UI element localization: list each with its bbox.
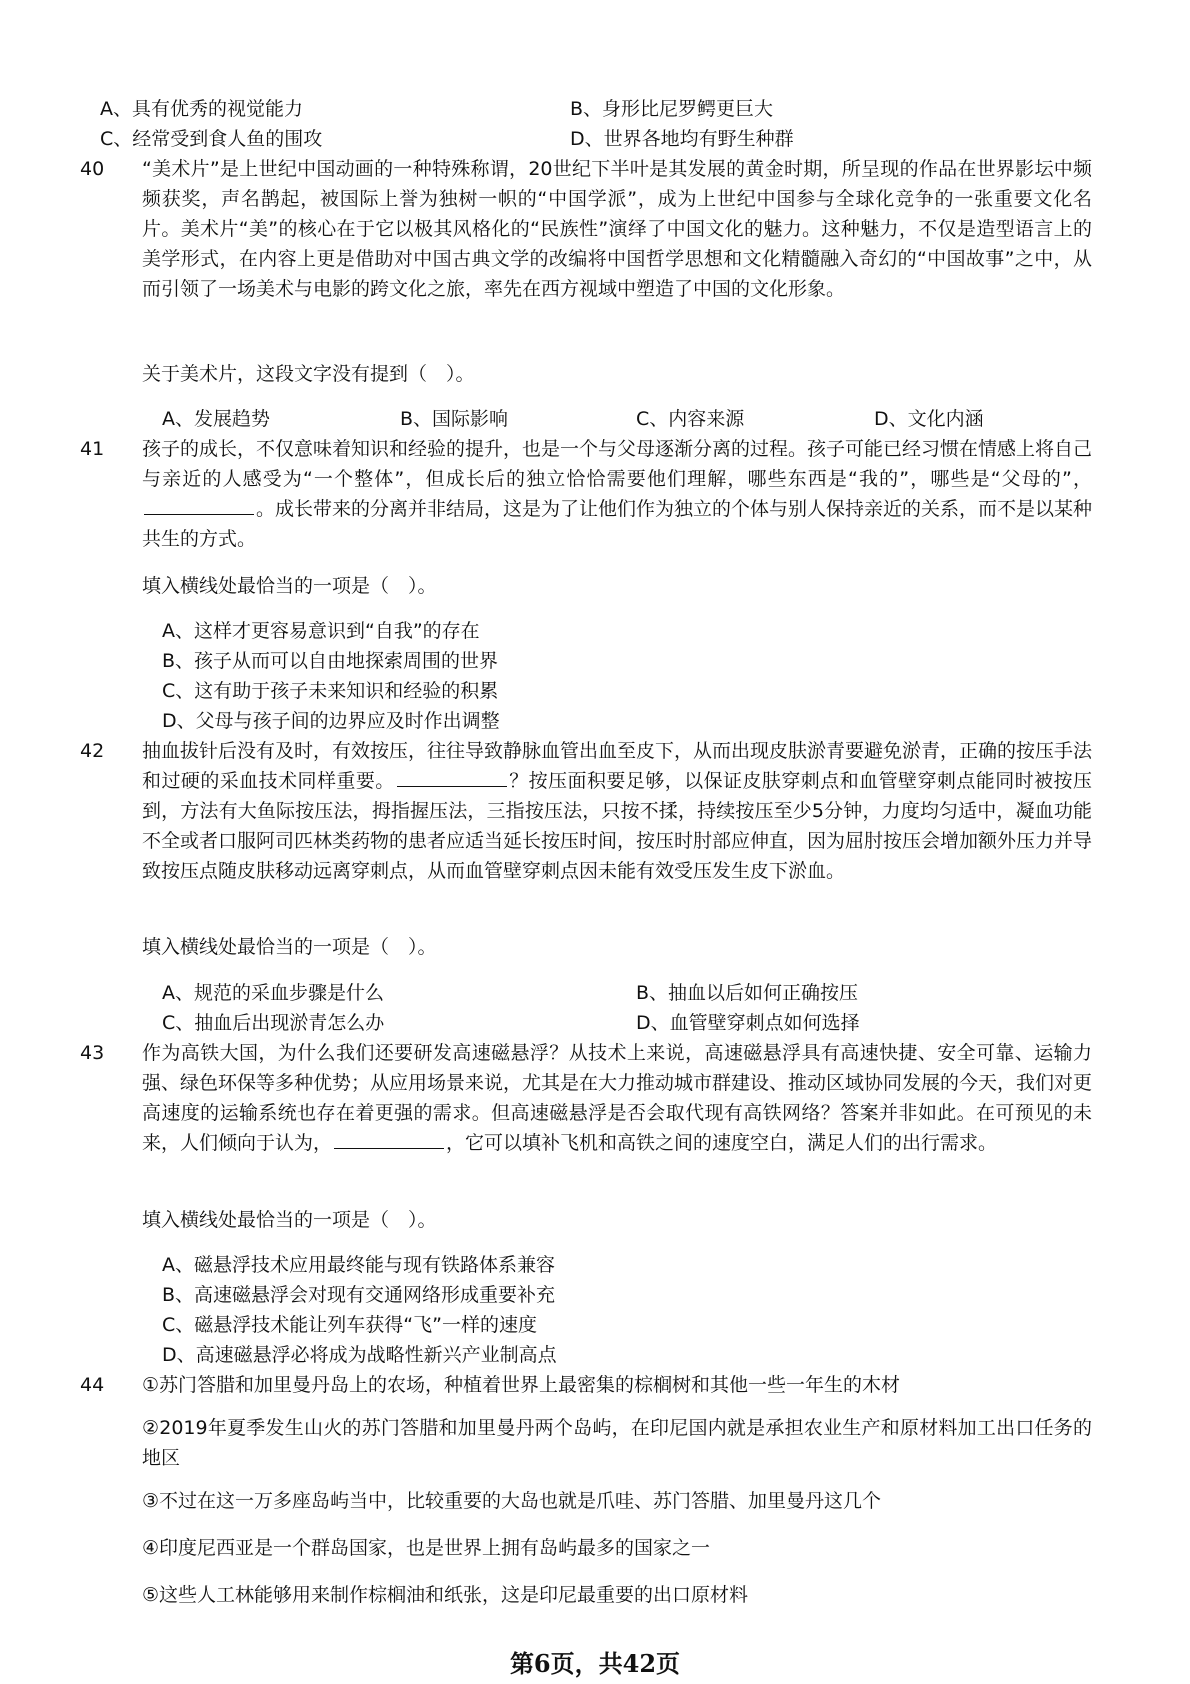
question-number: 40 — [80, 158, 105, 180]
q43-option-a: A、磁悬浮技术应用最终能与现有铁路体系兼容 — [162, 1254, 555, 1276]
q42-stem: 填入横线处最恰当的一项是（ ）。 — [142, 936, 437, 958]
q42-passage-before: 抽血拔针后没有及时，有效按压，往往导致静脉血管出血至皮下，从而出现皮肤淤青要避免淤青，正确的按压手法和过硬的采血技术同样重要。 — [142, 740, 1093, 792]
question-number: 42 — [80, 740, 105, 762]
q41-option-a: A、这样才更容易意识到“自我”的存在 — [162, 620, 480, 642]
q44-item-4: ④印度尼西亚是一个群岛国家，也是世界上拥有岛屿最多的国家之一 — [142, 1537, 711, 1559]
q39-option-b: B、身形比尼罗鳄更巨大 — [570, 98, 774, 120]
question-number: 44 — [80, 1374, 105, 1396]
q40-passage: “美术片”是上世纪中国动画的一种特殊称谓，20世纪下半叶是其发展的黄金时期，所呈现的作品在世界影坛中频频获奖，声名鹊起，被国际上誉为独树一帜的“中国学派”，成为上世纪中国参与全球化竞争的一张重要文化名片。美术片“美”的核心在于它以极其风格化的“民族性”演绎了中国文化的魅力。这种魅力，不仅是造型语言上的美学形式，在内容上更是借助对中国古典文学的改编将中国哲学思想和文化精髓融入奇幻的“中国故事”之中，从而引领了一场美术与电影的跨文化之旅，率先在西方视域中塑造了中国的文化形象。 — [142, 158, 1092, 300]
answer-blank — [334, 1130, 444, 1149]
q41-passage-before: 孩子的成长，不仅意味着知识和经验的提升，也是一个与父母逐渐分离的过程。孩子可能已经习惯在情感上将自己与亲近的人感受为“一个整体”，但成长后的独立恰恰需要他们理解，哪些东西是“我的”，哪些是“父母的”， — [142, 438, 1093, 490]
q43-passage — [142, 1038, 1092, 1158]
q39-option-a: A、具有优秀的视觉能力 — [100, 98, 303, 120]
q42-passage-after: ？按压面积要足够，以保证皮肤穿刺点和血管壁穿刺点能同时被按压到，方法有大鱼际按压法，拇指握压法，三指按压法，只按不揉，持续按压至少5分钟，力度均匀适中，凝血功能不全或者口服阿司匹林类药物的患者应适当延长按压时间，按压时肘部应伸直，因为屈肘按压会增加额外压力并导致按压点随皮肤移动远离穿刺点，从而血管壁穿刺点因未能有效受压发生皮下淤血。 — [142, 770, 1093, 882]
q42-option-d: D、血管壁穿刺点如何选择 — [636, 1012, 860, 1034]
q41-passage-after: 。成长带来的分离并非结局，这是为了让他们作为独立的个体与别人保持亲近的关系，而不是以某种共生的方式。 — [142, 498, 1093, 550]
q44-item-5: ⑤这些人工林能够用来制作棕榈油和纸张，这是印尼最重要的出口原材料 — [142, 1584, 749, 1606]
q41-option-c: C、这有助于孩子未来知识和经验的积累 — [162, 680, 499, 702]
q41-option-d: D、父母与孩子间的边界应及时作出调整 — [162, 710, 500, 732]
q42-option-c: C、抽血后出现淤青怎么办 — [162, 1012, 385, 1034]
q41-stem: 填入横线处最恰当的一项是（ ）。 — [142, 575, 437, 597]
answer-blank — [144, 496, 254, 515]
q43-passage-before: 作为高铁大国，为什么我们还要研发高速磁悬浮？从技术上来说，高速磁悬浮具有高速快捷、安全可靠、运输力强、绿色环保等多种优势；从应用场景来说，尤其是在大力推动城市群建设、推动区域协同发展的今天，我们对更高速度的运输系统也存在着更强的需求。但高速磁悬浮是否会取代现有高铁网络？答案并非如此。在可预见的未来，人们倾向于认为， — [142, 1042, 1093, 1154]
q40-option-a: A、发展趋势 — [162, 408, 270, 430]
q41-option-b: B、孩子从而可以自由地探索周围的世界 — [162, 650, 499, 672]
q44-item-1: ①苏门答腊和加里曼丹岛上的农场，种植着世界上最密集的棕榈树和其他一些一年生的木材 — [142, 1374, 901, 1396]
q42-option-a: A、规范的采血步骤是什么 — [162, 982, 384, 1004]
q43-passage-after: ，它可以填补飞机和高铁之间的速度空白，满足人们的出行需求。 — [446, 1132, 998, 1154]
q43-stem: 填入横线处最恰当的一项是（ ）。 — [142, 1209, 437, 1231]
q39-option-d: D、世界各地均有野生种群 — [570, 128, 794, 150]
question-number: 41 — [80, 438, 105, 460]
q43-option-b: B、高速磁悬浮会对现有交通网络形成重要补充 — [162, 1284, 556, 1306]
q43-option-d: D、高速磁悬浮必将成为战略性新兴产业制高点 — [162, 1344, 557, 1366]
q42-option-b: B、抽血以后如何正确按压 — [636, 982, 859, 1004]
q41-passage — [142, 434, 1092, 554]
q44-item-2: ②2019年夏季发生山火的苏门答腊和加里曼丹两个岛屿，在印尼国内就是承担农业生产和原材料加工出口任务的地区 — [142, 1417, 1092, 1469]
q39-option-c: C、经常受到食人鱼的围攻 — [100, 128, 323, 150]
page-footer: 第6页，共42页 — [509, 1649, 681, 1678]
q43-option-c: C、磁悬浮技术能让列车获得“飞”一样的速度 — [162, 1314, 537, 1336]
q42-passage — [142, 736, 1092, 886]
q40-stem: 关于美术片，这段文字没有提到（ ）。 — [142, 363, 475, 385]
q44-item-3: ③不过在这一万多座岛屿当中，比较重要的大岛也就是爪哇、苏门答腊、加里曼丹这几个 — [142, 1490, 882, 1512]
question-number: 43 — [80, 1042, 105, 1064]
answer-blank — [397, 768, 507, 787]
q40-option-d: D、文化内涵 — [874, 408, 984, 430]
q40-option-c: C、内容来源 — [636, 408, 745, 430]
q40-option-b: B、国际影响 — [400, 408, 509, 430]
